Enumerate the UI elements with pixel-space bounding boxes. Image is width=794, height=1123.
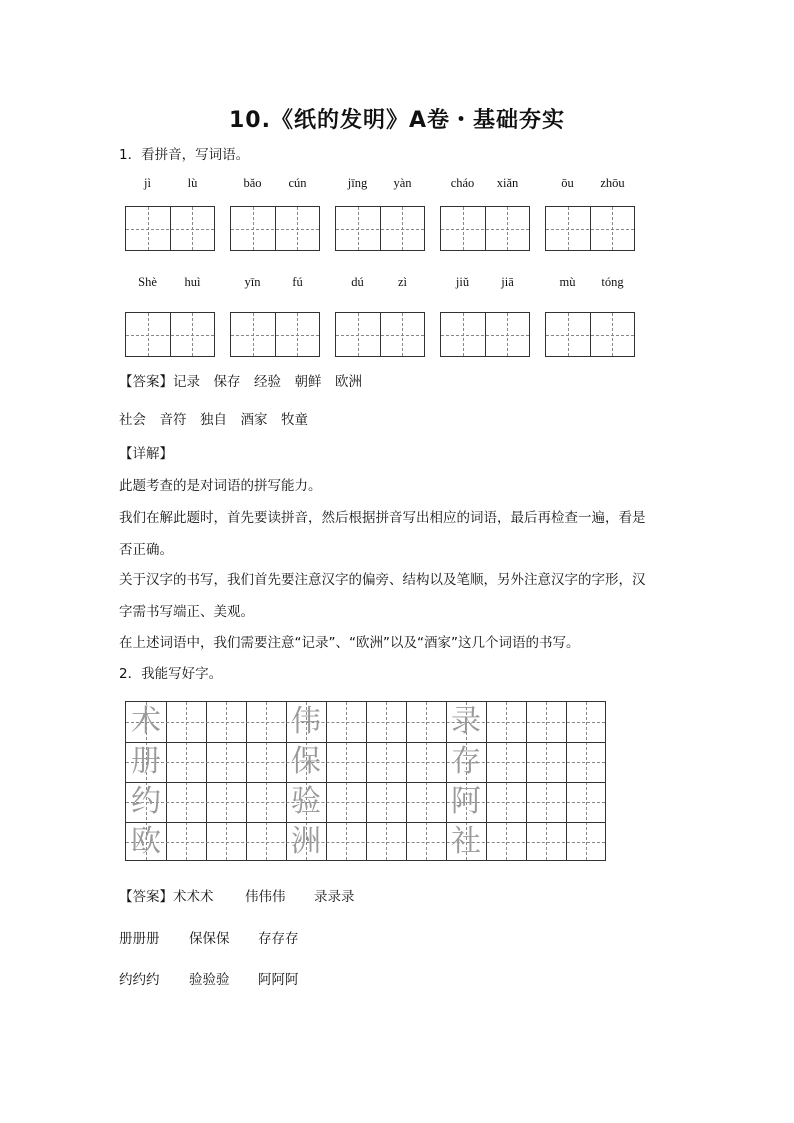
pinyin-syllable: yàn (393, 176, 412, 190)
writing-box[interactable] (440, 206, 530, 251)
model-character: 阿 (451, 784, 481, 819)
grid-guide-line (586, 702, 587, 860)
detail-paragraph: 关于汉字的书写，我们首先要注意汉字的偏旁、结构以及笔顺，另外注意汉字的字形，汉 (119, 572, 646, 588)
writing-box[interactable] (545, 206, 635, 251)
writing-box[interactable] (230, 206, 320, 251)
grid-line (206, 702, 207, 860)
answer-line-2: 社会 音符 独自 酒家 牧童 (119, 412, 308, 428)
grid-line (486, 702, 487, 860)
answer-line-1: 【答案】记录 保存 经验 朝鲜 欧洲 (119, 374, 362, 390)
practice-grid[interactable] (125, 701, 606, 861)
pinyin-syllable: huì (184, 275, 201, 289)
model-character: 册 (131, 744, 161, 779)
answer-q2-3c: 阿阿阿 (258, 972, 299, 988)
grid-line (166, 702, 167, 860)
writing-box[interactable] (230, 312, 320, 357)
grid-guide-line (126, 842, 605, 843)
grid-guide-line (546, 702, 547, 860)
pinyin-syllable: cháo (450, 176, 475, 190)
pinyin-syllable: Shè (138, 275, 157, 289)
pinyin-syllable: tóng (601, 275, 624, 289)
detail-paragraph: 我们在解此题时，首先要读拼音，然后根据拼音写出相应的词语，最后再检查一遍，看是 (119, 510, 646, 526)
grid-line (246, 702, 247, 860)
grid-guide-line (126, 722, 605, 723)
pinyin-syllable: mù (559, 275, 576, 289)
pinyin-syllable: yīn (244, 275, 261, 289)
grid-line (406, 702, 407, 860)
grid-guide-line (386, 702, 387, 860)
grid-line (126, 742, 605, 743)
writing-box[interactable] (440, 312, 530, 357)
grid-guide-line (426, 702, 427, 860)
model-character: 存 (451, 744, 481, 779)
model-character: 验 (291, 784, 321, 819)
grid-guide-line (126, 802, 605, 803)
answer-q2-1a: 【答案】术术术 (119, 889, 214, 905)
grid-guide-line (266, 702, 267, 860)
grid-line (326, 702, 327, 860)
detail-label: 【详解】 (119, 446, 173, 462)
writing-box[interactable] (125, 206, 215, 251)
grid-line (526, 702, 527, 860)
pinyin-syllable: dú (351, 275, 364, 289)
model-character: 约 (131, 784, 161, 819)
question-1-prompt: 1．看拼音，写词语。 (119, 147, 250, 163)
pinyin-syllable: jīng (347, 176, 368, 190)
pinyin-syllable: jiā (501, 275, 514, 289)
answer-q2-1b: 伟伟伟 (245, 889, 286, 905)
writing-box[interactable] (335, 312, 425, 357)
grid-line (126, 782, 605, 783)
model-character: 录 (451, 704, 481, 739)
grid-line (366, 702, 367, 860)
writing-box[interactable] (545, 312, 635, 357)
answer-q2-3b: 验验验 (189, 972, 230, 988)
grid-guide-line (506, 702, 507, 860)
pinyin-syllable: zì (397, 275, 408, 289)
question-2-prompt: 2．我能写好字。 (119, 666, 223, 682)
grid-guide-line (186, 702, 187, 860)
pinyin-syllable: xiǎn (496, 176, 519, 190)
model-character: 欧 (131, 824, 161, 859)
pinyin-syllable: jì (144, 176, 151, 190)
detail-paragraph: 字需书写端正、美观。 (119, 604, 254, 620)
model-character: 术 (131, 704, 161, 739)
grid-line (566, 702, 567, 860)
answer-q2-3a: 约约约 (119, 972, 160, 988)
detail-paragraph: 此题考查的是对词语的拼写能力。 (119, 478, 322, 494)
pinyin-syllable: fú (292, 275, 303, 289)
pinyin-syllable: cún (288, 176, 307, 190)
answer-q2-2a: 册册册 (119, 931, 160, 947)
detail-paragraph: 否正确。 (119, 542, 173, 558)
pinyin-syllable: ōu (561, 176, 574, 190)
model-character: 伟 (291, 704, 321, 739)
grid-line (126, 822, 605, 823)
grid-guide-line (126, 762, 605, 763)
pinyin-syllable: zhōu (600, 176, 625, 190)
answer-q2-1c: 录录录 (314, 889, 355, 905)
pinyin-syllable: bǎo (243, 176, 262, 190)
answer-q2-2b: 保保保 (189, 931, 230, 947)
grid-guide-line (346, 702, 347, 860)
answer-q2-2c: 存存存 (258, 931, 299, 947)
model-character: 社 (451, 824, 481, 859)
writing-box[interactable] (335, 206, 425, 251)
grid-guide-line (226, 702, 227, 860)
pinyin-syllable: lù (187, 176, 198, 190)
model-character: 保 (291, 744, 321, 779)
detail-paragraph: 在上述词语中，我们需要注意“记录”、“欧洲”以及“酒家”这几个词语的书写。 (119, 635, 580, 651)
writing-box[interactable] (125, 312, 215, 357)
pinyin-syllable: jiǔ (455, 275, 470, 289)
model-character: 洲 (291, 824, 321, 859)
page-title: 10.《纸的发明》A卷・基础夯实 (229, 108, 565, 133)
